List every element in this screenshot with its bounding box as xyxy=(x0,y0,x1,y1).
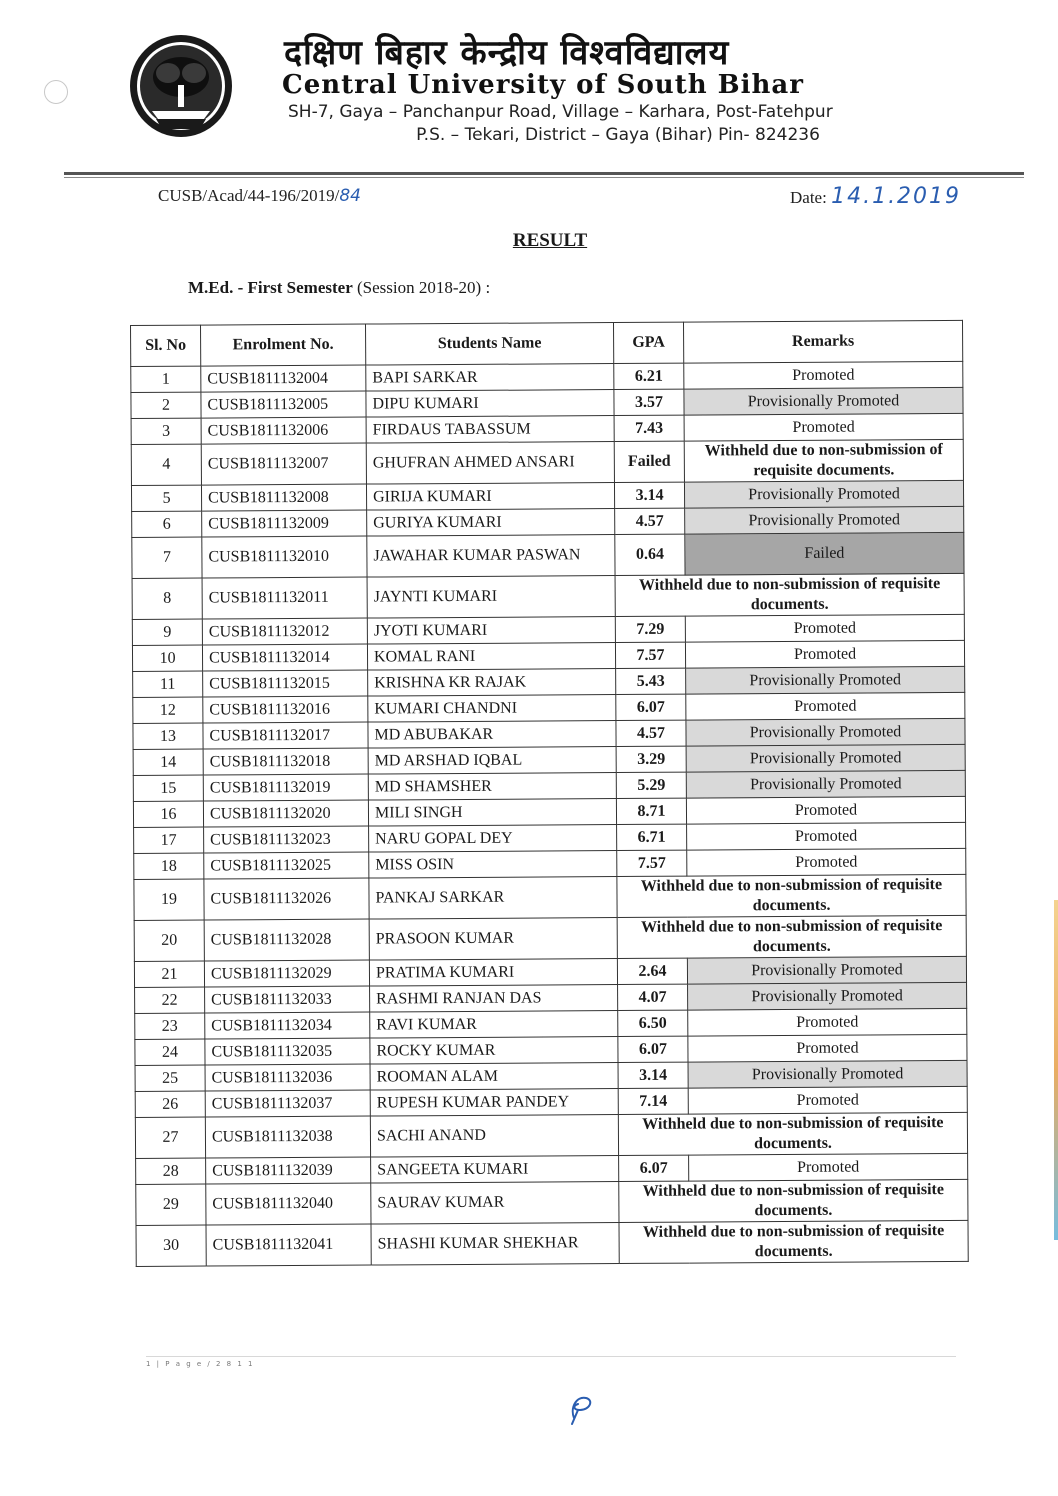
cell-remarks-withheld: Withheld due to non-submission of requisite documents. xyxy=(617,915,966,958)
cell-remarks-withheld: Withheld due to non-submission of requisite documents. xyxy=(617,874,966,917)
column-header-name: Students Name xyxy=(365,323,613,366)
header-rule-thin xyxy=(64,177,1024,178)
cell-sl-no: 5 xyxy=(131,485,201,511)
cell-gpa: 7.29 xyxy=(615,616,685,642)
cell-sl-no: 16 xyxy=(133,801,203,827)
results-table xyxy=(130,320,969,1267)
cell-remarks: Provisionally Promoted xyxy=(684,480,963,508)
university-seal-tree-icon xyxy=(128,33,234,139)
cell-enrolment-no: CUSB1811132028 xyxy=(204,919,369,961)
column-header-gpa: GPA xyxy=(613,322,683,363)
cell-sl-no: 22 xyxy=(135,987,205,1013)
cell-gpa: 6.71 xyxy=(617,824,687,850)
scan-edge-artifact xyxy=(1054,900,1058,1240)
cell-sl-no: 13 xyxy=(133,723,203,749)
cell-sl-no: 24 xyxy=(135,1039,205,1065)
cell-gpa: 3.14 xyxy=(618,1062,688,1088)
cell-student-name: JAWAHAR KUMAR PASWAN xyxy=(367,535,615,578)
cell-student-name: FIRDAUS TABASSUM xyxy=(366,416,614,444)
cell-sl-no: 28 xyxy=(136,1158,206,1184)
cell-sl-no: 14 xyxy=(133,749,203,775)
cell-enrolment-no: CUSB1811132040 xyxy=(206,1183,371,1225)
cell-gpa: 3.57 xyxy=(614,389,684,415)
cell-gpa: 5.29 xyxy=(616,772,686,798)
cell-remarks: Promoted xyxy=(686,796,965,824)
cell-student-name: SHASHI KUMAR SHEKHAR xyxy=(371,1223,619,1266)
address-line-2: P.S. – Tekari, District – Gaya (Bihar) Pin- 824236 xyxy=(416,125,820,145)
cell-enrolment-no: CUSB1811132009 xyxy=(202,510,367,537)
cell-sl-no: 8 xyxy=(132,578,202,619)
reference-number xyxy=(158,186,361,206)
cell-enrolment-no: CUSB1811132039 xyxy=(206,1157,371,1184)
handwritten-initials-icon xyxy=(560,1388,600,1428)
cell-remarks: Provisionally Promoted xyxy=(686,744,965,772)
cell-sl-no: 7 xyxy=(132,537,202,578)
cell-enrolment-no: CUSB1811132037 xyxy=(205,1090,370,1117)
cell-remarks: Promoted xyxy=(687,848,966,876)
cell-student-name: RUPESH KUMAR PANDEY xyxy=(370,1089,618,1117)
cell-enrolment-no: CUSB1811132041 xyxy=(206,1224,371,1266)
cell-remarks: Provisionally Promoted xyxy=(686,718,965,746)
cell-gpa: 4.57 xyxy=(616,720,686,746)
table-row xyxy=(131,439,963,485)
cell-enrolment-no: CUSB1811132026 xyxy=(204,878,369,920)
cell-enrolment-no: CUSB1811132004 xyxy=(201,365,366,392)
cell-enrolment-no: CUSB1811132017 xyxy=(203,722,368,749)
table-row xyxy=(132,532,964,578)
cell-enrolment-no: CUSB1811132016 xyxy=(203,696,368,723)
cell-sl-no: 27 xyxy=(135,1117,205,1158)
cell-remarks: Promoted xyxy=(687,822,966,850)
cell-sl-no: 11 xyxy=(133,671,203,697)
cell-remarks: Provisionally Promoted xyxy=(687,956,966,984)
cell-student-name: MILI SINGH xyxy=(368,799,616,827)
university-name-english: Central University of South Bihar xyxy=(282,70,804,100)
cell-student-name: MD SHAMSHER xyxy=(368,773,616,801)
cell-student-name: RAVI KUMAR xyxy=(370,1011,618,1039)
table-row xyxy=(132,573,964,619)
cell-remarks-withheld: Withheld due to non-submission of requisite documents. xyxy=(618,1112,967,1155)
table-header-row xyxy=(131,320,963,366)
cell-enrolment-no: CUSB1811132019 xyxy=(203,774,368,801)
cell-sl-no: 9 xyxy=(132,619,202,645)
cell-remarks: Provisionally Promoted xyxy=(685,506,964,534)
cell-student-name: GHUFRAN AHMED ANSARI xyxy=(366,442,614,485)
cell-enrolment-no: CUSB1811132007 xyxy=(201,443,366,485)
cell-student-name: DIPU KUMARI xyxy=(366,390,614,418)
cell-enrolment-no: CUSB1811132015 xyxy=(203,670,368,697)
cell-enrolment-no: CUSB1811132012 xyxy=(202,618,367,645)
cell-gpa: 3.29 xyxy=(616,746,686,772)
cell-student-name: KUMARI CHANDNI xyxy=(368,695,616,723)
cell-gpa: 7.43 xyxy=(614,415,684,441)
cell-student-name: NARU GOPAL DEY xyxy=(369,825,617,853)
cell-remarks: Provisionally Promoted xyxy=(688,982,967,1010)
cell-sl-no: 30 xyxy=(136,1225,206,1266)
cell-enrolment-no: CUSB1811132036 xyxy=(205,1064,370,1091)
cell-remarks: Promoted xyxy=(685,614,964,642)
cell-gpa: 7.57 xyxy=(617,850,687,876)
cell-student-name: KOMAL RANI xyxy=(367,643,615,671)
cell-gpa: 5.43 xyxy=(616,668,686,694)
cell-enrolment-no: CUSB1811132020 xyxy=(203,800,368,827)
cell-student-name: GIRIJA KUMARI xyxy=(366,483,614,511)
cell-remarks: Provisionally Promoted xyxy=(686,666,965,694)
cell-sl-no: 12 xyxy=(133,697,203,723)
header-rule xyxy=(64,172,1024,175)
cell-sl-no: 3 xyxy=(131,418,201,444)
cell-sl-no: 17 xyxy=(134,827,204,853)
table-row xyxy=(136,1179,968,1225)
table-row xyxy=(134,874,966,920)
course-session: (Session 2018-20) : xyxy=(352,278,491,297)
cell-sl-no: 19 xyxy=(134,879,204,920)
cell-student-name: JAYNTI KUMARI xyxy=(367,576,615,619)
cell-enrolment-no: CUSB1811132011 xyxy=(202,577,367,619)
cell-enrolment-no: CUSB1811132029 xyxy=(204,960,369,987)
cell-gpa: 6.50 xyxy=(618,1010,688,1036)
cell-enrolment-no: CUSB1811132018 xyxy=(203,748,368,775)
cell-sl-no: 29 xyxy=(136,1184,206,1225)
university-name-hindi: दक्षिण बिहार केन्द्रीय विश्वविद्यालय xyxy=(284,33,730,73)
cell-sl-no: 10 xyxy=(132,645,202,671)
cell-student-name: KRISHNA KR RAJAK xyxy=(368,669,616,697)
table-row xyxy=(134,915,966,961)
cell-remarks: Promoted xyxy=(688,1086,967,1114)
cell-remarks: Promoted xyxy=(688,1034,967,1062)
cell-enrolment-no: CUSB1811132010 xyxy=(202,536,367,578)
cell-enrolment-no: CUSB1811132035 xyxy=(205,1038,370,1065)
cell-remarks: Promoted xyxy=(688,1008,967,1036)
address-line-1: SH-7, Gaya – Panchanpur Road, Village – Karhara, Post-Fatehpur xyxy=(288,102,833,122)
cell-student-name: SACHI ANAND xyxy=(370,1115,618,1158)
cell-sl-no: 25 xyxy=(135,1065,205,1091)
cell-student-name: ROCKY KUMAR xyxy=(370,1037,618,1065)
cell-gpa: 6.07 xyxy=(619,1155,689,1181)
column-header-remarks: Remarks xyxy=(683,320,962,363)
punch-hole xyxy=(44,80,68,104)
date-label: Date: xyxy=(790,188,827,207)
cell-enrolment-no: CUSB1811132025 xyxy=(204,852,369,879)
column-header-sl: Sl. No xyxy=(131,325,201,366)
table-row xyxy=(135,1112,967,1158)
cell-student-name: ROOMAN ALAM xyxy=(370,1063,618,1091)
cell-sl-no: 15 xyxy=(133,775,203,801)
cell-enrolment-no: CUSB1811132006 xyxy=(201,417,366,444)
cell-remarks: Promoted xyxy=(686,692,965,720)
cell-enrolment-no: CUSB1811132033 xyxy=(205,986,370,1013)
cell-student-name: GURIYA KUMARI xyxy=(367,509,615,537)
cell-gpa: 8.71 xyxy=(616,798,686,824)
cell-gpa: 2.64 xyxy=(617,958,687,984)
reference-number-text: CUSB/Acad/44-196/2019/ xyxy=(158,186,340,205)
cell-remarks: Promoted xyxy=(684,413,963,441)
cell-enrolment-no: CUSB1811132023 xyxy=(204,826,369,853)
cell-remarks-withheld: Withheld due to non-submission of requisite documents. xyxy=(619,1220,968,1263)
cell-enrolment-no: CUSB1811132014 xyxy=(202,644,367,671)
cell-sl-no: 18 xyxy=(134,853,204,879)
cell-student-name: SANGEETA KUMARI xyxy=(371,1156,619,1184)
cell-gpa: 4.57 xyxy=(615,508,685,534)
cell-remarks: Withheld due to non-submission of requisite documents. xyxy=(684,439,963,482)
cell-student-name: PRASOON KUMAR xyxy=(369,918,617,961)
page-marker: 1 | P a g e / 2 8 1 1 xyxy=(146,1360,255,1368)
cell-student-name: PRATIMA KUMARI xyxy=(369,959,617,987)
cell-enrolment-no: CUSB1811132005 xyxy=(201,391,366,418)
cell-remarks: Provisionally Promoted xyxy=(684,387,963,415)
cell-sl-no: 20 xyxy=(134,920,204,961)
cell-sl-no: 1 xyxy=(131,366,201,392)
cell-sl-no: 23 xyxy=(135,1013,205,1039)
cell-enrolment-no: CUSB1811132038 xyxy=(205,1116,370,1158)
footer-rule xyxy=(146,1356,956,1357)
cell-sl-no: 2 xyxy=(131,392,201,418)
cell-remarks: Provisionally Promoted xyxy=(688,1060,967,1088)
cell-enrolment-no: CUSB1811132034 xyxy=(205,1012,370,1039)
cell-sl-no: 21 xyxy=(134,961,204,987)
result-heading: RESULT xyxy=(512,230,588,251)
cell-gpa: 0.64 xyxy=(615,534,685,575)
cell-gpa: 3.14 xyxy=(614,482,684,508)
cell-enrolment-no: CUSB1811132008 xyxy=(201,484,366,511)
cell-gpa: 6.07 xyxy=(616,694,686,720)
reference-handwritten-suffix: 84 xyxy=(339,186,361,206)
document-date xyxy=(790,184,961,209)
cell-remarks: Promoted xyxy=(689,1153,968,1181)
cell-gpa: 4.07 xyxy=(618,984,688,1010)
cell-student-name: JYOTI KUMARI xyxy=(367,617,615,645)
cell-student-name: MISS OSIN xyxy=(369,851,617,879)
cell-student-name: MD ARSHAD IQBAL xyxy=(368,747,616,775)
column-header-enrolment: Enrolment No. xyxy=(201,324,366,366)
cell-student-name: RASHMI RANJAN DAS xyxy=(370,985,618,1013)
cell-remarks-withheld: Withheld due to non-submission of requisite documents. xyxy=(619,1179,968,1222)
cell-remarks-withheld: Withheld due to non-submission of requisite documents. xyxy=(615,573,964,616)
cell-remarks: Failed xyxy=(685,532,964,575)
cell-remarks: Promoted xyxy=(684,361,963,389)
course-subheading xyxy=(188,278,490,298)
cell-gpa: 7.57 xyxy=(615,642,685,668)
cell-gpa: 6.07 xyxy=(618,1036,688,1062)
cell-student-name: BAPI SARKAR xyxy=(366,364,614,392)
cell-student-name: MD ABUBAKAR xyxy=(368,721,616,749)
cell-student-name: SAURAV KUMAR xyxy=(371,1182,619,1225)
cell-sl-no: 6 xyxy=(132,511,202,537)
cell-gpa: 6.21 xyxy=(614,363,684,389)
cell-sl-no: 4 xyxy=(131,444,201,485)
cell-remarks: Provisionally Promoted xyxy=(686,770,965,798)
cell-gpa: 7.14 xyxy=(618,1088,688,1114)
cell-remarks: Promoted xyxy=(685,640,964,668)
cell-gpa: Failed xyxy=(614,441,684,482)
cell-student-name: PANKAJ SARKAR xyxy=(369,877,617,920)
course-name: M.Ed. - First Semester xyxy=(188,278,353,297)
date-handwritten: 14.1.2019 xyxy=(831,184,962,209)
cell-sl-no: 26 xyxy=(135,1091,205,1117)
results-table-body xyxy=(131,361,968,1266)
table-row xyxy=(136,1220,968,1266)
